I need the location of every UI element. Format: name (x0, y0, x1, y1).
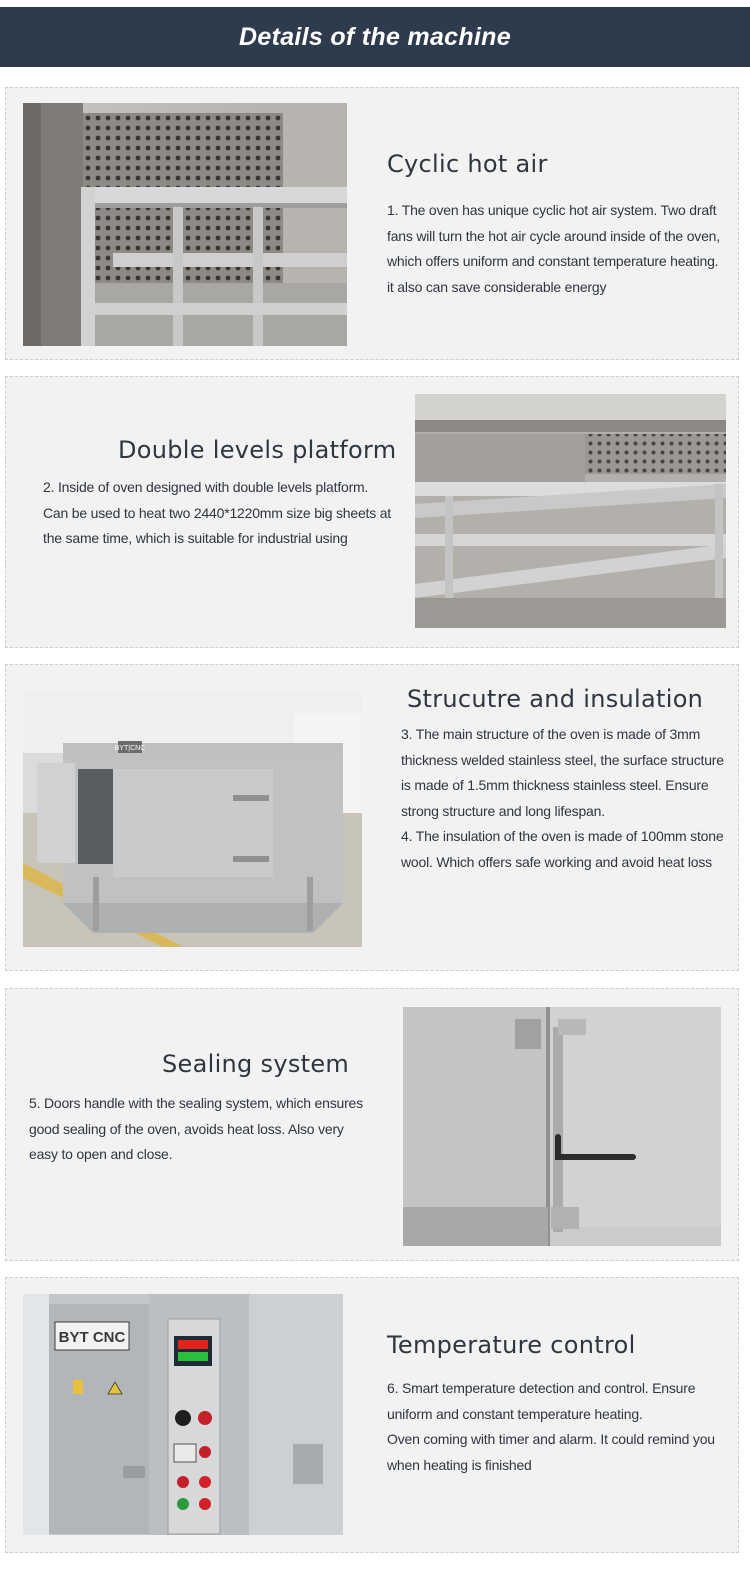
section-cyclic-hot-air (5, 87, 739, 360)
section-description (401, 722, 731, 875)
section-sealing-system (5, 988, 739, 1261)
description-paragraph: 5. Doors handle with the sealing system, which ensures good sealing of the oven, avoids heat loss. Also very easy to open and close. (29, 1095, 363, 1162)
section-description (387, 198, 722, 300)
photo-oven-interior (23, 103, 347, 346)
photo-control-panel (23, 1294, 343, 1535)
panel-logo: BYT CNC (58, 1329, 126, 1346)
photo-double-platform (415, 394, 726, 628)
section-double-levels-platform (5, 376, 739, 648)
description-paragraph: 4. The insulation of the oven is made of 100mm stone wool. Which offers safe working and avoid heat loss (401, 828, 724, 870)
description-paragraph: 1. The oven has unique cyclic hot air system. Two draft fans will turn the hot air cycle around inside of the oven, which offers uniform and constant temperature heating. it also can save considerable energy (387, 202, 720, 295)
section-title: Sealing system (162, 1050, 350, 1078)
photo-door-handle (403, 1007, 721, 1246)
section-temperature-control (5, 1277, 739, 1553)
section-description (29, 1091, 374, 1168)
description-paragraph: 2. Inside of oven designed with double levels platform. Can be used to heat two 2440*1220mm size big sheets at the same time, which is suitable for industrial using (43, 479, 391, 546)
photo-oven-exterior (23, 693, 362, 947)
section-title: Strucutre and insulation (407, 685, 704, 713)
section-structure-insulation (5, 664, 739, 971)
page-header (0, 7, 750, 67)
page-title: Details of the machine (239, 22, 511, 51)
section-title: Cyclic hot air (387, 150, 548, 178)
section-description (43, 475, 393, 552)
section-title: Double levels platform (118, 436, 397, 464)
description-paragraph: 6. Smart temperature detection and control. Ensure uniform and constant temperature heating. (387, 1380, 696, 1422)
description-paragraph: 3. The main structure of the oven is made of 3mm thickness welded stainless steel, the surface structure is made of 1.5mm thickness stainless steel. Ensure strong structure and long lifespan. (401, 726, 724, 819)
oven-logo: BYT|CNC (114, 745, 146, 752)
section-description (387, 1376, 722, 1478)
description-paragraph: Oven coming with timer and alarm. It could remind you when heating is finished (387, 1431, 715, 1473)
section-title: Temperature control (387, 1331, 636, 1359)
